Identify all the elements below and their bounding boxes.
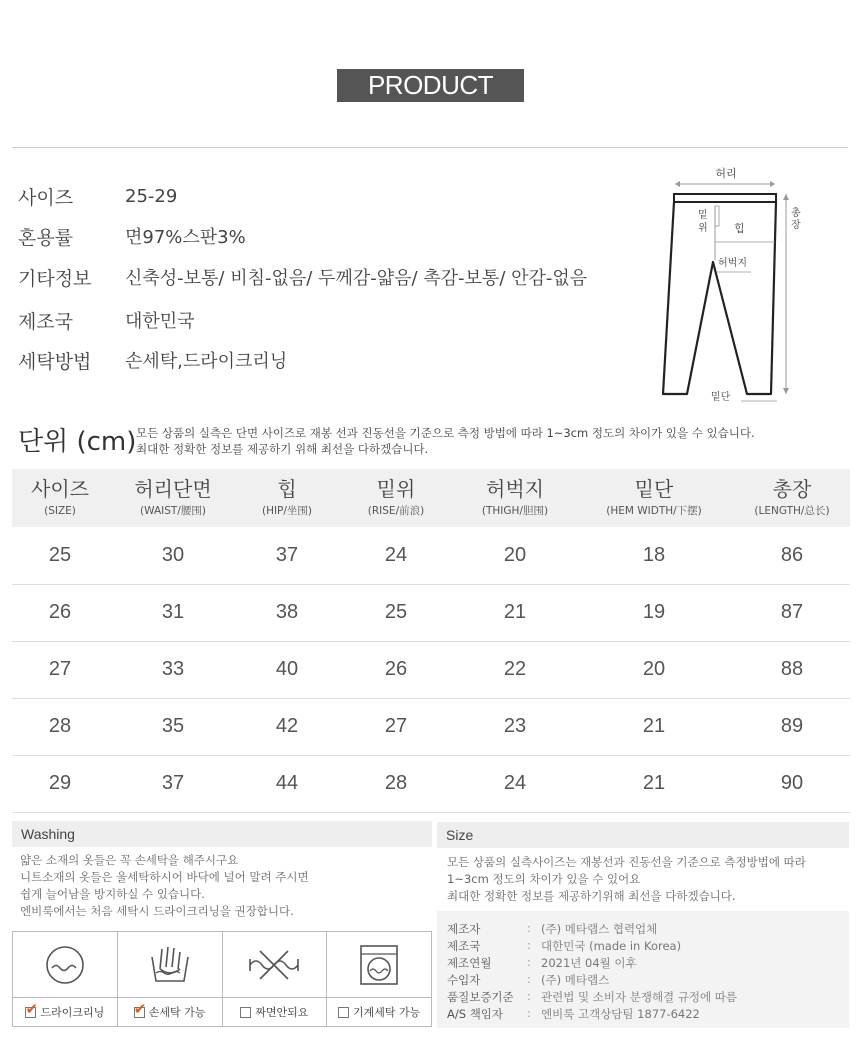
table-cell: 88	[734, 641, 850, 698]
hand-wash-icon	[118, 932, 222, 998]
info-value: 신축성-보통/ 비침-없음/ 두께감-얇음/ 촉감-보통/ 안감-없음	[125, 268, 588, 289]
info-value: 대한민국	[125, 311, 195, 332]
table-cell: 23	[456, 698, 574, 755]
column-header: 허벅지 (THIGH/胆围)	[481, 477, 549, 517]
washing-heading: Washing	[12, 821, 432, 847]
pants-diagram	[645, 160, 805, 410]
length-label-1: 총	[791, 208, 801, 219]
info-value: 25-29	[125, 185, 178, 207]
table-cell: 25	[12, 527, 108, 584]
column-header: 사이즈 (SIZE)	[31, 477, 89, 517]
info-value: 손세탁,드라이크리닝	[125, 351, 288, 372]
table-cell: 25	[336, 584, 456, 641]
unit-note	[136, 425, 755, 457]
table-cell: 20	[456, 527, 574, 584]
wash-care-grid	[12, 931, 432, 1027]
table-cell: 19	[574, 584, 734, 641]
hip-label: 힙	[734, 222, 745, 235]
table-cell: 27	[12, 641, 108, 698]
size-heading: Size	[437, 822, 849, 848]
washing-line: 쉽게 늘어남을 방지하실 수 있습니다.	[20, 887, 205, 901]
table-cell: 86	[734, 527, 850, 584]
info-label: 기타정보	[18, 267, 92, 290]
info-row-washing	[18, 345, 287, 375]
unit-note-line: 최대한 정확한 정보를 제공하기 위해 최선을 다하겠습니다.	[136, 442, 429, 456]
hem-label: 밑단	[711, 392, 731, 403]
washing-line: 엔비룩에서는 처음 세탁시 드라이크리닝을 권장합니다.	[20, 904, 294, 918]
table-cell: 28	[336, 755, 456, 812]
table-cell: 87	[734, 584, 850, 641]
table-cell: 90	[734, 755, 850, 812]
wash-option-no-wring	[223, 932, 328, 1026]
size-note-line: 최대한 정확한 정보를 제공하기위해 최선을 다하겠습니다.	[447, 889, 736, 903]
info-label: 제조국	[18, 310, 74, 333]
rise-label-1: 밑	[698, 210, 708, 221]
table-cell: 37	[108, 755, 238, 812]
table-cell: 26	[12, 584, 108, 641]
checkbox-machine-wash	[338, 1007, 349, 1018]
info-label: 세탁방법	[18, 350, 92, 373]
table-cell: 18	[574, 527, 734, 584]
table-cell: 30	[108, 527, 238, 584]
table-cell: 40	[238, 641, 336, 698]
table-cell: 37	[238, 527, 336, 584]
table-cell: 38	[238, 584, 336, 641]
unit-note-line: 모든 상품의 실측은 단면 사이즈로 재봉 선과 진동선을 기준으로 측정 방법에 따라 1~3cm 정도의 차이가 있을 수 있습니다.	[136, 426, 755, 440]
info-row-origin	[18, 305, 195, 335]
manufacturer-info	[437, 911, 849, 1028]
table-cell: 22	[456, 641, 574, 698]
size-note-line: 모든 상품의 실측사이즈는 재봉선과 진동선을 기준으로 측정방법에 따라	[447, 855, 806, 869]
no-wring-icon	[223, 932, 327, 998]
table-cell: 28	[12, 698, 108, 755]
maker-row: 제조국 : 대한민국 (made in Korea)	[447, 938, 682, 953]
wash-option-label: 짜면안되요	[255, 1006, 309, 1020]
table-cell: 44	[238, 755, 336, 812]
table-cell: 26	[336, 641, 456, 698]
table-header-row	[12, 469, 850, 527]
table-cell: 89	[734, 698, 850, 755]
maker-row: 제조연월 : 2021년 04월 이후	[447, 955, 637, 970]
wash-option-label: 기계세탁 가능	[352, 1006, 421, 1020]
info-row-other	[18, 262, 587, 292]
table-cell: 35	[108, 698, 238, 755]
column-header: 힙 (HIP/坐围)	[261, 477, 313, 517]
checkbox-hand-wash	[134, 1007, 145, 1018]
table-cell: 33	[108, 641, 238, 698]
table-cell: 27	[336, 698, 456, 755]
divider	[12, 147, 848, 148]
wash-option-label: 손세탁 가능	[148, 1006, 206, 1020]
wash-option-dry-clean	[13, 932, 118, 1026]
table-cell: 24	[456, 755, 574, 812]
waist-label: 허리	[715, 167, 737, 180]
info-row-material	[18, 221, 246, 251]
dry-clean-icon	[13, 932, 117, 998]
size-note-text	[447, 854, 806, 905]
table-row	[12, 584, 850, 641]
table-cell: 29	[12, 755, 108, 812]
checkbox-dry-clean	[25, 1007, 36, 1018]
info-row-size	[18, 181, 177, 211]
column-header: 허리단면 (WAIST/腰围)	[134, 477, 212, 517]
machine-wash-icon	[327, 932, 431, 998]
wash-option-hand-wash	[118, 932, 223, 1026]
checkbox-no-wring	[240, 1007, 251, 1018]
column-header: 총장 (LENGTH/总长)	[754, 477, 830, 517]
maker-row: 제조자 : (주) 메타랩스 협력업체	[447, 921, 658, 936]
thigh-label: 허벅지	[718, 258, 747, 269]
table-cell: 21	[574, 755, 734, 812]
table-row	[12, 698, 850, 755]
table-cell: 42	[238, 698, 336, 755]
washing-line: 얇은 소재의 옷들은 꼭 손세탁을 해주시구요	[20, 853, 239, 867]
table-cell: 24	[336, 527, 456, 584]
washing-text	[20, 852, 309, 920]
table-cell: 31	[108, 584, 238, 641]
page-title: PRODUCT INFO	[337, 69, 524, 102]
table-cell: 21	[574, 698, 734, 755]
maker-row: 수입자 : (주) 메타랩스	[447, 972, 610, 987]
unit-label: 단위 (cm)	[18, 427, 137, 457]
table-cell: 20	[574, 641, 734, 698]
wash-option-machine-wash	[327, 932, 431, 1026]
rise-label-2: 위	[698, 223, 708, 234]
length-label-2: 장	[791, 220, 801, 231]
wash-option-label: 드라이크리닝	[40, 1006, 105, 1020]
column-header: 밑단 (HEM WIDTH/下摆)	[606, 477, 702, 517]
washing-line: 니트소재의 옷들은 울세탁하시어 바닥에 널어 말려 주시면	[20, 870, 309, 884]
table-cell: 21	[456, 584, 574, 641]
size-note-line: 1~3cm 정도의 차이가 있을 수 있어요	[447, 872, 641, 886]
info-value: 면97%스판3%	[125, 227, 246, 248]
maker-row: A/S 책임자 : 엔비룩 고객상담팀 1877-6422	[447, 1006, 700, 1021]
info-label: 혼용률	[18, 226, 74, 249]
table-row	[12, 755, 850, 812]
table-row	[12, 527, 850, 584]
table-row	[12, 641, 850, 698]
size-table	[12, 469, 850, 813]
info-label: 사이즈	[18, 186, 74, 209]
maker-row: 품질보증기준 : 관련법 및 소비자 분쟁해결 규정에 따름	[447, 989, 738, 1004]
column-header: 밑위 (RISE/前浪)	[367, 477, 425, 517]
